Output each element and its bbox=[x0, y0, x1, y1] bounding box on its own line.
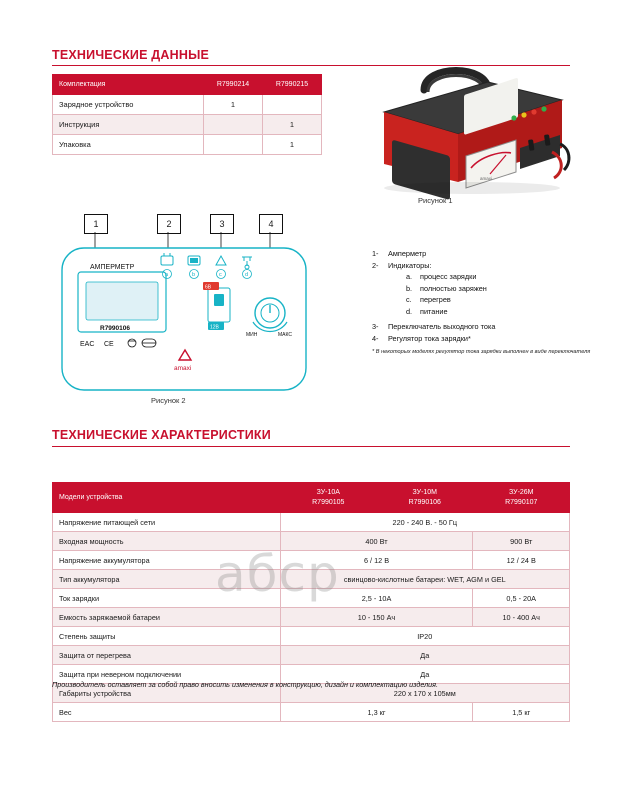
callout-3: 3 bbox=[210, 214, 234, 234]
kit-row-value-2: 1 bbox=[263, 135, 322, 155]
kit-row-value-1 bbox=[204, 135, 263, 155]
kit-table-header-row bbox=[53, 75, 322, 95]
spec-label: Габариты устройства bbox=[53, 684, 281, 703]
legend-item-2 bbox=[372, 260, 602, 272]
legend-key-4: 4- bbox=[372, 333, 379, 343]
spec-value: 1,5 кг bbox=[473, 703, 570, 722]
legend-sublist bbox=[372, 271, 602, 317]
spec-value: 1,3 кг bbox=[280, 703, 473, 722]
spec-value: 220 - 240 В. - 50 Гц bbox=[280, 513, 569, 532]
legend-subtext-a: процесс зарядки bbox=[420, 272, 477, 281]
legend-subitem-d bbox=[406, 306, 602, 318]
legend-subkey-c: c. bbox=[406, 295, 412, 304]
spec-value: 2,5 - 10А bbox=[280, 589, 473, 608]
spec-value: 10 - 400 Ач bbox=[473, 608, 570, 627]
svg-text:12В: 12В bbox=[210, 324, 219, 331]
table-row bbox=[53, 115, 322, 135]
callout-1: 1 bbox=[84, 214, 108, 234]
legend-subtext-c: перегрев bbox=[420, 295, 451, 304]
kit-row-label: Зарядное устройство bbox=[53, 95, 204, 115]
spec-header-col-1-line1: ЗУ-10А bbox=[316, 489, 340, 496]
table-row bbox=[53, 627, 570, 646]
spec-label: Тип аккумулятора bbox=[53, 570, 281, 589]
table-row bbox=[53, 589, 570, 608]
table-row bbox=[53, 646, 570, 665]
spec-header-col-2-line1: ЗУ-10М bbox=[412, 489, 438, 496]
kit-table bbox=[52, 74, 322, 155]
spec-label: Вес bbox=[53, 703, 281, 722]
kit-table-header-r7990215: R7990215 bbox=[263, 75, 322, 95]
legend-subkey-b: b. bbox=[406, 283, 413, 293]
spec-value: 900 Вт bbox=[473, 532, 570, 551]
section-title-technical-specs: ТЕХНИЧЕСКИЕ ХАРАКТЕРИСТИКИ bbox=[52, 428, 271, 442]
spec-header-models: Модели устройства bbox=[53, 483, 281, 513]
spec-header-col-1-line2: R7990105 bbox=[312, 498, 345, 506]
legend-text-2: Индикаторы: bbox=[388, 260, 432, 270]
table-row bbox=[53, 703, 570, 722]
kit-row-value-2: 1 bbox=[263, 115, 322, 135]
spec-value: 0,5 - 20А bbox=[473, 589, 570, 608]
spec-header-col-3-line1: ЗУ-26М bbox=[508, 489, 534, 496]
legend-subtext-d: питание bbox=[420, 306, 448, 316]
svg-text:CE: CE bbox=[104, 341, 114, 348]
charger-illustration bbox=[338, 52, 578, 207]
kit-table-header-r7990214: R7990214 bbox=[204, 75, 263, 95]
legend-footnote: * В некоторых моделях регулятор тока зарядки выполнен в виде переключателя bbox=[372, 349, 591, 355]
svg-text:EAC: EAC bbox=[80, 341, 95, 348]
table-row bbox=[53, 551, 570, 570]
legend-text-1: Амперметр bbox=[388, 249, 427, 258]
callout-2: 2 bbox=[157, 214, 181, 234]
table-row bbox=[53, 513, 570, 532]
spec-header-col-2-line2: R7990106 bbox=[408, 498, 441, 506]
legend-subitem-b bbox=[406, 283, 602, 295]
spec-header-col-3-line2: R7990107 bbox=[505, 498, 538, 506]
legend-subtext-b: полностью заряжен bbox=[420, 283, 487, 293]
spec-value: IP20 bbox=[280, 627, 569, 646]
figure-2-caption: Рисунок 2 bbox=[151, 396, 186, 405]
spec-header-col-2 bbox=[377, 483, 473, 513]
svg-text:amaxi: amaxi bbox=[480, 176, 493, 181]
legend-subitem-c bbox=[406, 294, 602, 306]
section-title-technical-data: ТЕХНИЧЕСКИЕ ДАННЫЕ bbox=[52, 48, 210, 62]
svg-text:6В: 6В bbox=[205, 284, 212, 291]
spec-label: Напряжение аккумулятора bbox=[53, 551, 281, 570]
kit-row-value-1 bbox=[204, 115, 263, 135]
legend-item-3 bbox=[372, 321, 602, 333]
legend-key-3: 3- bbox=[372, 322, 379, 331]
spec-value: Да bbox=[280, 665, 569, 684]
svg-text:МАКС: МАКС bbox=[278, 332, 292, 338]
kit-row-label: Упаковка bbox=[53, 135, 204, 155]
kit-row-value-2 bbox=[263, 95, 322, 115]
svg-text:МИН: МИН bbox=[246, 332, 258, 338]
legend-item-1 bbox=[372, 248, 602, 260]
spec-value: 10 - 150 Ач bbox=[280, 608, 473, 627]
callout-4: 4 bbox=[259, 214, 283, 234]
spec-label: Ток зарядки bbox=[53, 589, 281, 608]
spec-value: 6 / 12 В bbox=[280, 551, 473, 570]
figure-1-caption: Рисунок 1 bbox=[418, 196, 453, 205]
svg-text:b: b bbox=[192, 272, 196, 278]
spec-value: 12 / 24 В bbox=[473, 551, 570, 570]
legend-list bbox=[372, 248, 602, 344]
table-row bbox=[53, 608, 570, 627]
disclaimer-text: Производитель оставляет за собой право вносить изменения в конструкцию, дизайн и комплектацию изделия. bbox=[52, 680, 438, 689]
panel-diagram-svg bbox=[48, 210, 338, 410]
spec-value: Да bbox=[280, 646, 569, 665]
spec-label: Напряжение питающей сети bbox=[53, 513, 281, 532]
svg-text:d: d bbox=[245, 272, 249, 278]
spec-header-col-3 bbox=[473, 483, 570, 513]
spec-label: Защита при неверном подключении bbox=[53, 665, 281, 684]
product-photo-figure-1 bbox=[338, 52, 578, 207]
legend-text-4: Регулятор тока зарядки* bbox=[388, 333, 471, 343]
svg-text:amaxi: amaxi bbox=[174, 365, 192, 372]
svg-text:c: c bbox=[219, 272, 222, 278]
section-divider-specs bbox=[52, 446, 570, 447]
legend-item-4 bbox=[372, 333, 602, 345]
spec-header-col-1 bbox=[280, 483, 376, 513]
kit-table-header-komplektatsiya: Комплектация bbox=[53, 75, 204, 95]
kit-row-value-1: 1 bbox=[204, 95, 263, 115]
spec-value: 220 х 170 х 105мм bbox=[280, 684, 569, 703]
ammeter-label: АМПЕРМЕТР bbox=[90, 264, 135, 271]
legend-text-3: Переключатель выходного тока bbox=[388, 322, 496, 331]
model-code-label: R7990106 bbox=[100, 325, 130, 332]
spec-value: 400 Вт bbox=[280, 532, 473, 551]
table-row bbox=[53, 532, 570, 551]
spec-value: свинцово-кислотные батареи: WET, AGM и GEL bbox=[280, 570, 569, 589]
legend-subkey-d: d. bbox=[406, 306, 413, 316]
watermark: абср bbox=[215, 545, 340, 603]
spec-label: Входная мощность bbox=[53, 532, 281, 551]
legend-subkey-a: a. bbox=[406, 272, 413, 281]
legend-key-1: 1- bbox=[372, 249, 379, 258]
table-row bbox=[53, 95, 322, 115]
legend-subitem-a bbox=[406, 271, 602, 283]
spec-table-header-row bbox=[53, 483, 570, 513]
table-row bbox=[53, 570, 570, 589]
spec-label: Защита от перегрева bbox=[53, 646, 281, 665]
panel-diagram-figure-2 bbox=[48, 210, 338, 410]
spec-label: Емкость заряжаемой батареи bbox=[53, 608, 281, 627]
legend-key-2: 2- bbox=[372, 260, 379, 270]
kit-row-label: Инструкция bbox=[53, 115, 204, 135]
svg-text:a: a bbox=[165, 272, 169, 278]
table-row bbox=[53, 135, 322, 155]
spec-label: Степень защиты bbox=[53, 627, 281, 646]
